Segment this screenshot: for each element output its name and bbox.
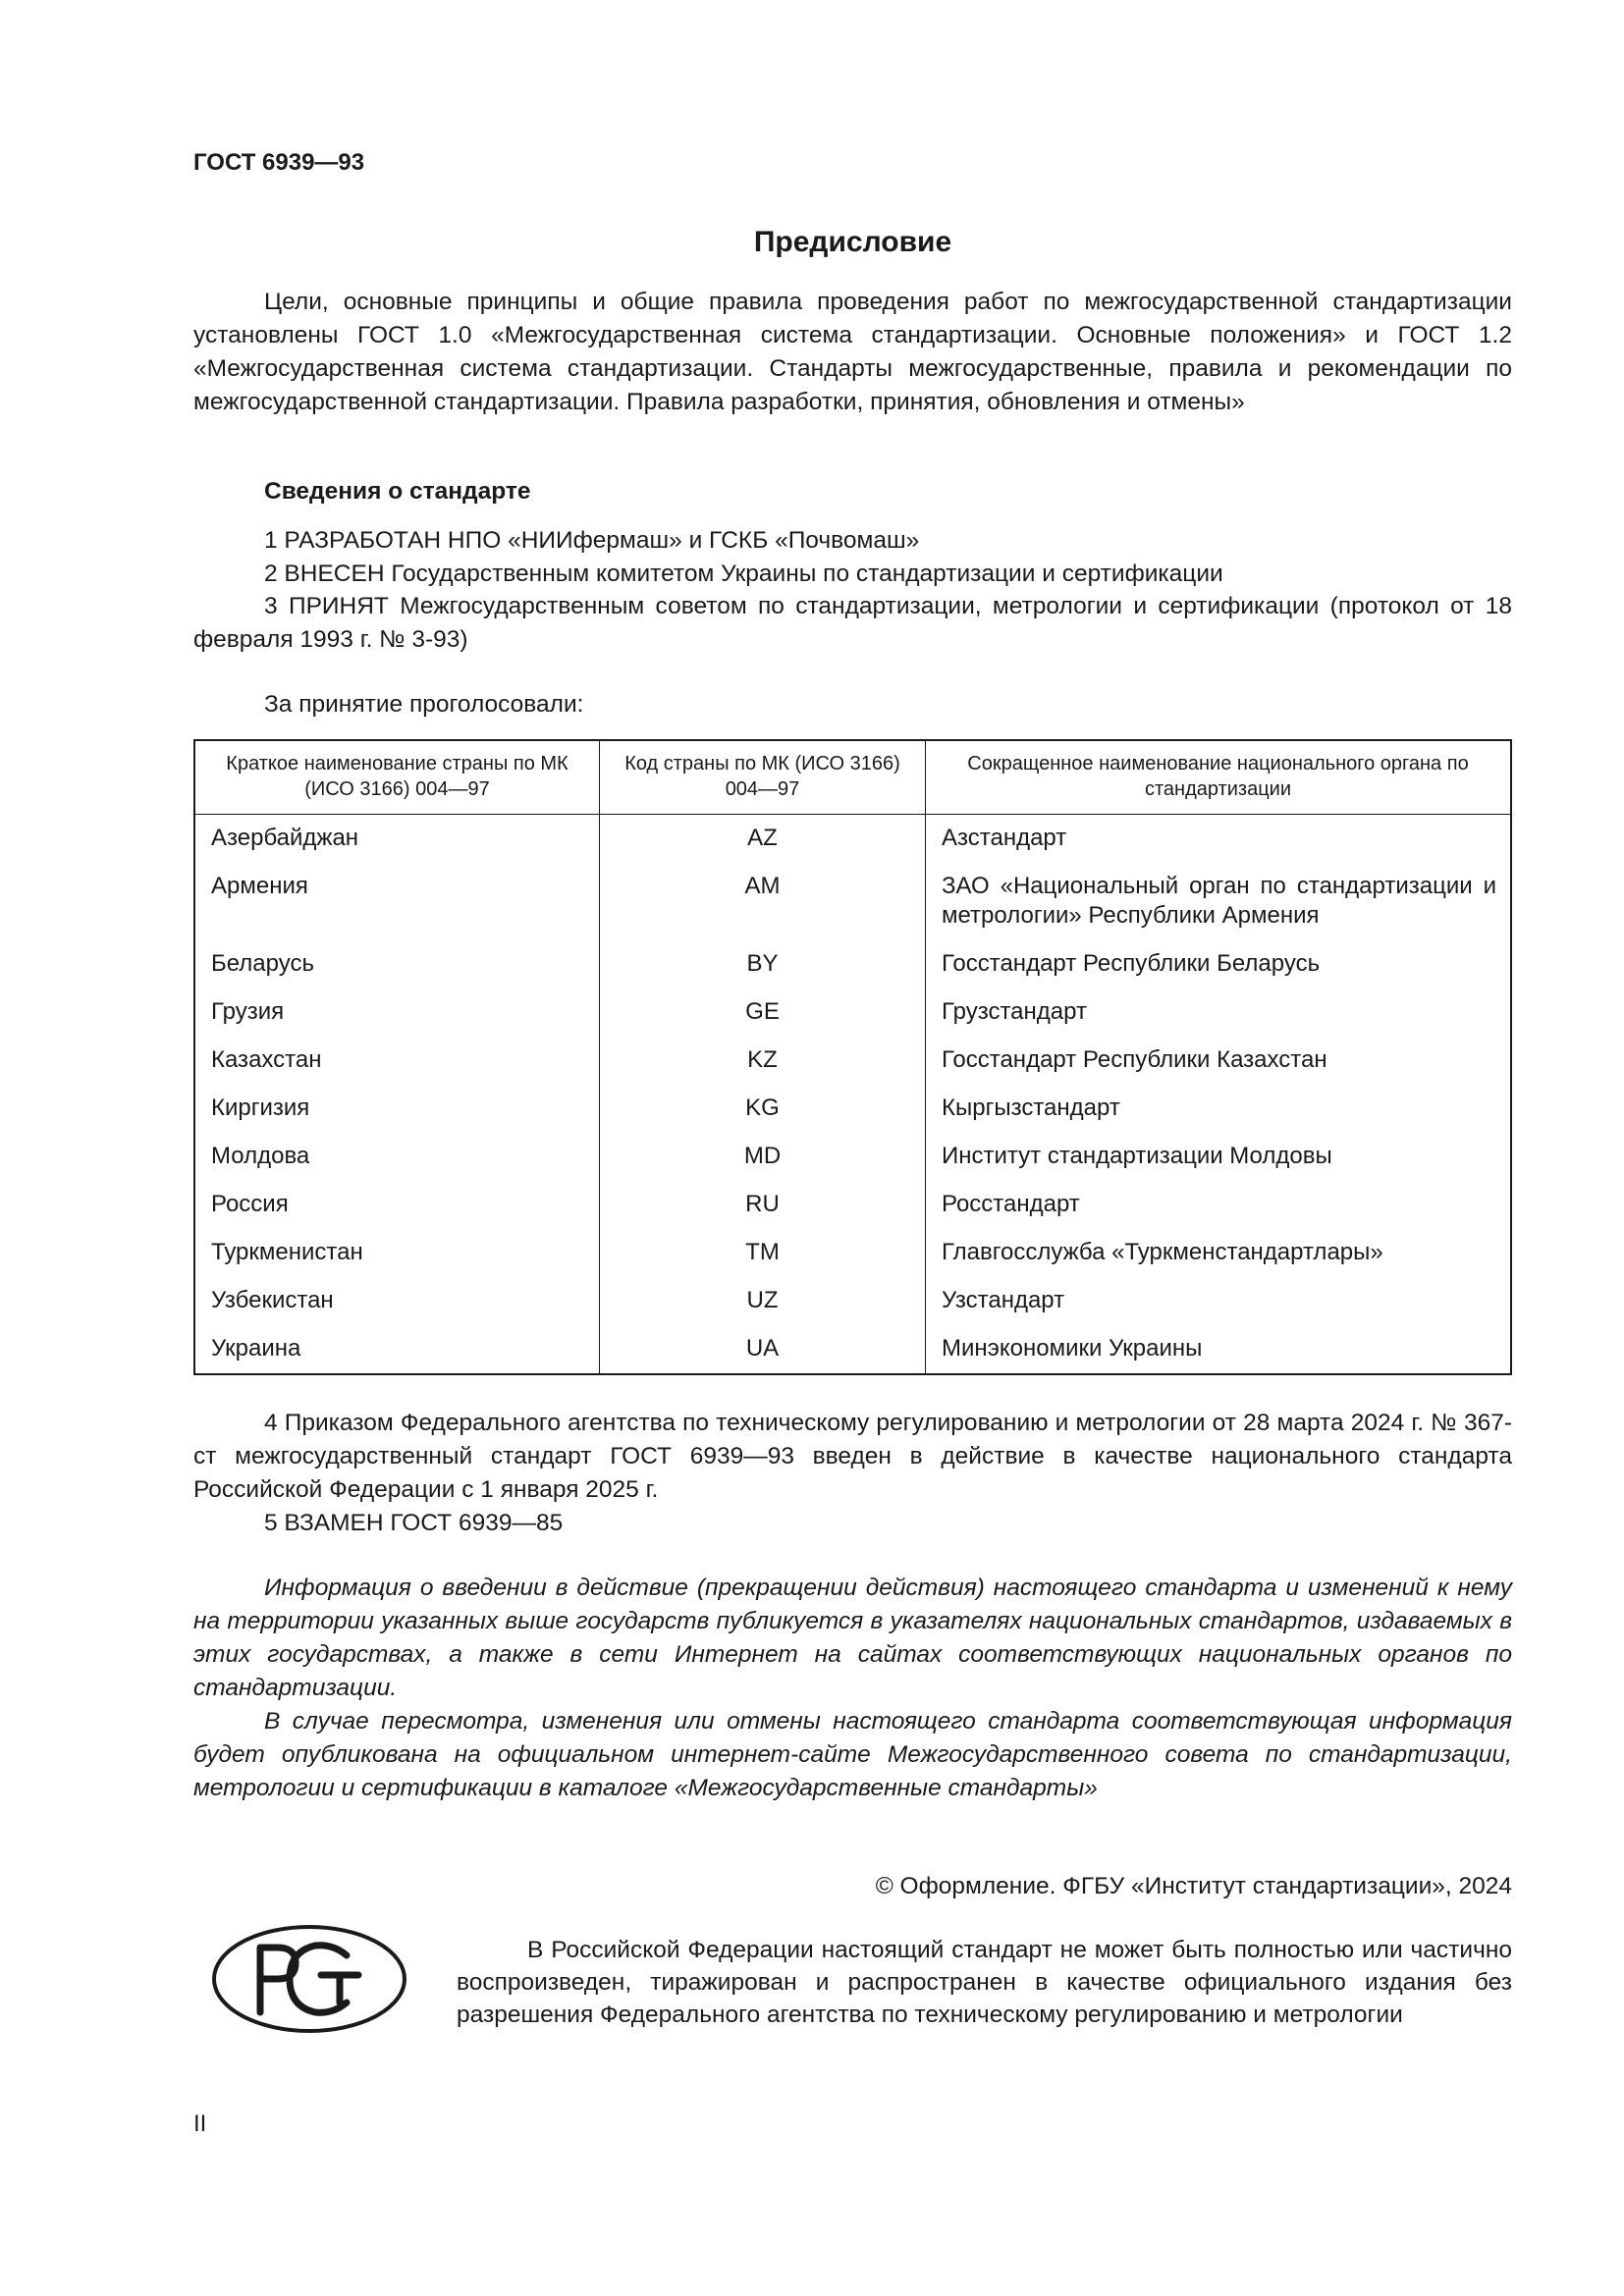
notice-revision: В случае пересмотра, изменения или отмены настоящего стандарта соответствующая информация будет опубликована на официальном интернет-сайте Межгосударственного совета по стандартизации, метрологии и сертификации в каталоге «Межгосударственные стандарты» <box>193 1708 1512 1801</box>
header-organization: Сокращенное наименование национального органа по стандартизации <box>926 740 1512 815</box>
table-row <box>194 1277 1511 1325</box>
country-cell: Россия <box>211 1191 289 1217</box>
code-cell: GE <box>600 988 926 1037</box>
organization-cell: Минэкономики Украины <box>926 1325 1512 1374</box>
code-cell: MD <box>600 1133 926 1181</box>
country-cell: Украина <box>211 1335 301 1362</box>
table-row <box>194 1229 1511 1277</box>
code-cell: UA <box>600 1325 926 1374</box>
table-row <box>194 1133 1511 1181</box>
member-states-table <box>193 739 1512 1375</box>
organization-cell: Институт стандартизации Молдовы <box>926 1133 1512 1181</box>
table-row <box>194 863 1511 940</box>
code-cell: RU <box>600 1181 926 1229</box>
page-number: II <box>193 2110 207 2137</box>
country-cell: Туркменистан <box>211 1239 363 1265</box>
country-cell: Молдова <box>211 1143 310 1169</box>
country-cell: Азербайджан <box>211 825 359 851</box>
table-row <box>194 940 1511 988</box>
header-country: Краткое наименование страны по МК (ИСО 3166) 004—97 <box>194 740 600 815</box>
country-cell: Беларусь <box>211 950 314 977</box>
organization-cell: Госстандарт Республики Казахстан <box>926 1037 1512 1085</box>
copyright-line: © Оформление. ФГБУ «Институт стандартизации», 2024 <box>875 1873 1512 1899</box>
document-header: ГОСТ 6939—93 <box>193 149 365 176</box>
organization-cell: Главгосслужба «Туркменстандартлары» <box>926 1229 1512 1277</box>
organization-cell: Азстандарт <box>926 815 1512 864</box>
document-page <box>193 0 1512 2296</box>
item-adopted: 3 ПРИНЯТ Межгосударственным советом по стандартизации, метрологии и сертификации (протокол от 18 февраля 1993 г. № 3-93) <box>193 593 1512 653</box>
intro-paragraph: Цели, основные принципы и общие правила проведения работ по межгосударственной стандартизации установлены ГОСТ 1.0 «Межгосударственная система стандартизации. Основные положения» и ГОСТ 1.2 «Межгосударственная система стандартизации. Стандарты межгосударственные, правила и рекомендации по межгосударственной стандартизации. Правила разработки, принятия, обновления и отмены» <box>193 289 1512 415</box>
country-cell: Казахстан <box>211 1046 322 1073</box>
organization-cell: Грузстандарт <box>926 988 1512 1037</box>
rights-notice: В Российской Федерации настоящий стандарт не может быть полностью или частично воспроизведен, тиражирован и распространен в качестве официального издания без разрешения Федерального агентства по техническому регулированию и метрологии <box>457 1937 1512 2028</box>
table-row <box>194 1037 1511 1085</box>
organization-cell: Узстандарт <box>926 1277 1512 1325</box>
table-row <box>194 1325 1511 1374</box>
organization-cell: Госстандарт Республики Беларусь <box>926 940 1512 988</box>
code-cell: TM <box>600 1229 926 1277</box>
item-replaces: 5 ВЗАМЕН ГОСТ 6939—85 <box>264 1510 564 1536</box>
table-row <box>194 815 1511 864</box>
notice-introduction: Информация о введении в действие (прекращении действия) настоящего стандарта и изменений к нему на территории указанных выше государств публикуется в указателях национальных стандартов, издаваемых в этих государствах, а также в сети Интернет на сайтах соответствующих национальных органов по стандартизации. <box>193 1575 1512 1701</box>
country-cell: Армения <box>211 873 308 899</box>
rst-mark-icon <box>211 1924 407 2034</box>
item-submitted: 2 ВНЕСЕН Государственным комитетом Украины по стандартизации и сертификации <box>264 561 1223 587</box>
organization-cell: ЗАО «Национальный орган по стандартизации и метрологии» Республики Армения <box>926 863 1512 940</box>
table-header-row <box>194 740 1511 815</box>
country-cell: Грузия <box>211 998 285 1025</box>
item-developed: 1 РАЗРАБОТАН НПО «НИИфермаш» и ГСКБ «Почвомаш» <box>264 527 920 554</box>
code-cell: KZ <box>600 1037 926 1085</box>
code-cell: AM <box>600 863 926 940</box>
header-code: Код страны по МК (ИСО 3166) 004—97 <box>600 740 926 815</box>
pct-logo <box>211 1924 407 2034</box>
table-row <box>194 1085 1511 1133</box>
item-enacted: 4 Приказом Федерального агентства по техническому регулированию и метрологии от 28 марта 2024 г. № 367-ст межгосударственный стандарт ГОСТ 6939—93 введен в действие в качестве национального стандарта Российской Федерации с 1 января 2025 г. <box>193 1410 1512 1503</box>
organization-cell: Кыргызстандарт <box>926 1085 1512 1133</box>
table-row <box>194 988 1511 1037</box>
table-row <box>194 1181 1511 1229</box>
country-cell: Узбекистан <box>211 1287 334 1313</box>
voted-label: За принятие проголосовали: <box>264 691 584 718</box>
code-cell: KG <box>600 1085 926 1133</box>
code-cell: UZ <box>600 1277 926 1325</box>
page-title: Предисловие <box>753 226 952 258</box>
code-cell: BY <box>600 940 926 988</box>
code-cell: AZ <box>600 815 926 864</box>
organization-cell: Росстандарт <box>926 1181 1512 1229</box>
country-cell: Киргизия <box>211 1095 310 1121</box>
info-heading: Сведения о стандарте <box>264 478 531 505</box>
